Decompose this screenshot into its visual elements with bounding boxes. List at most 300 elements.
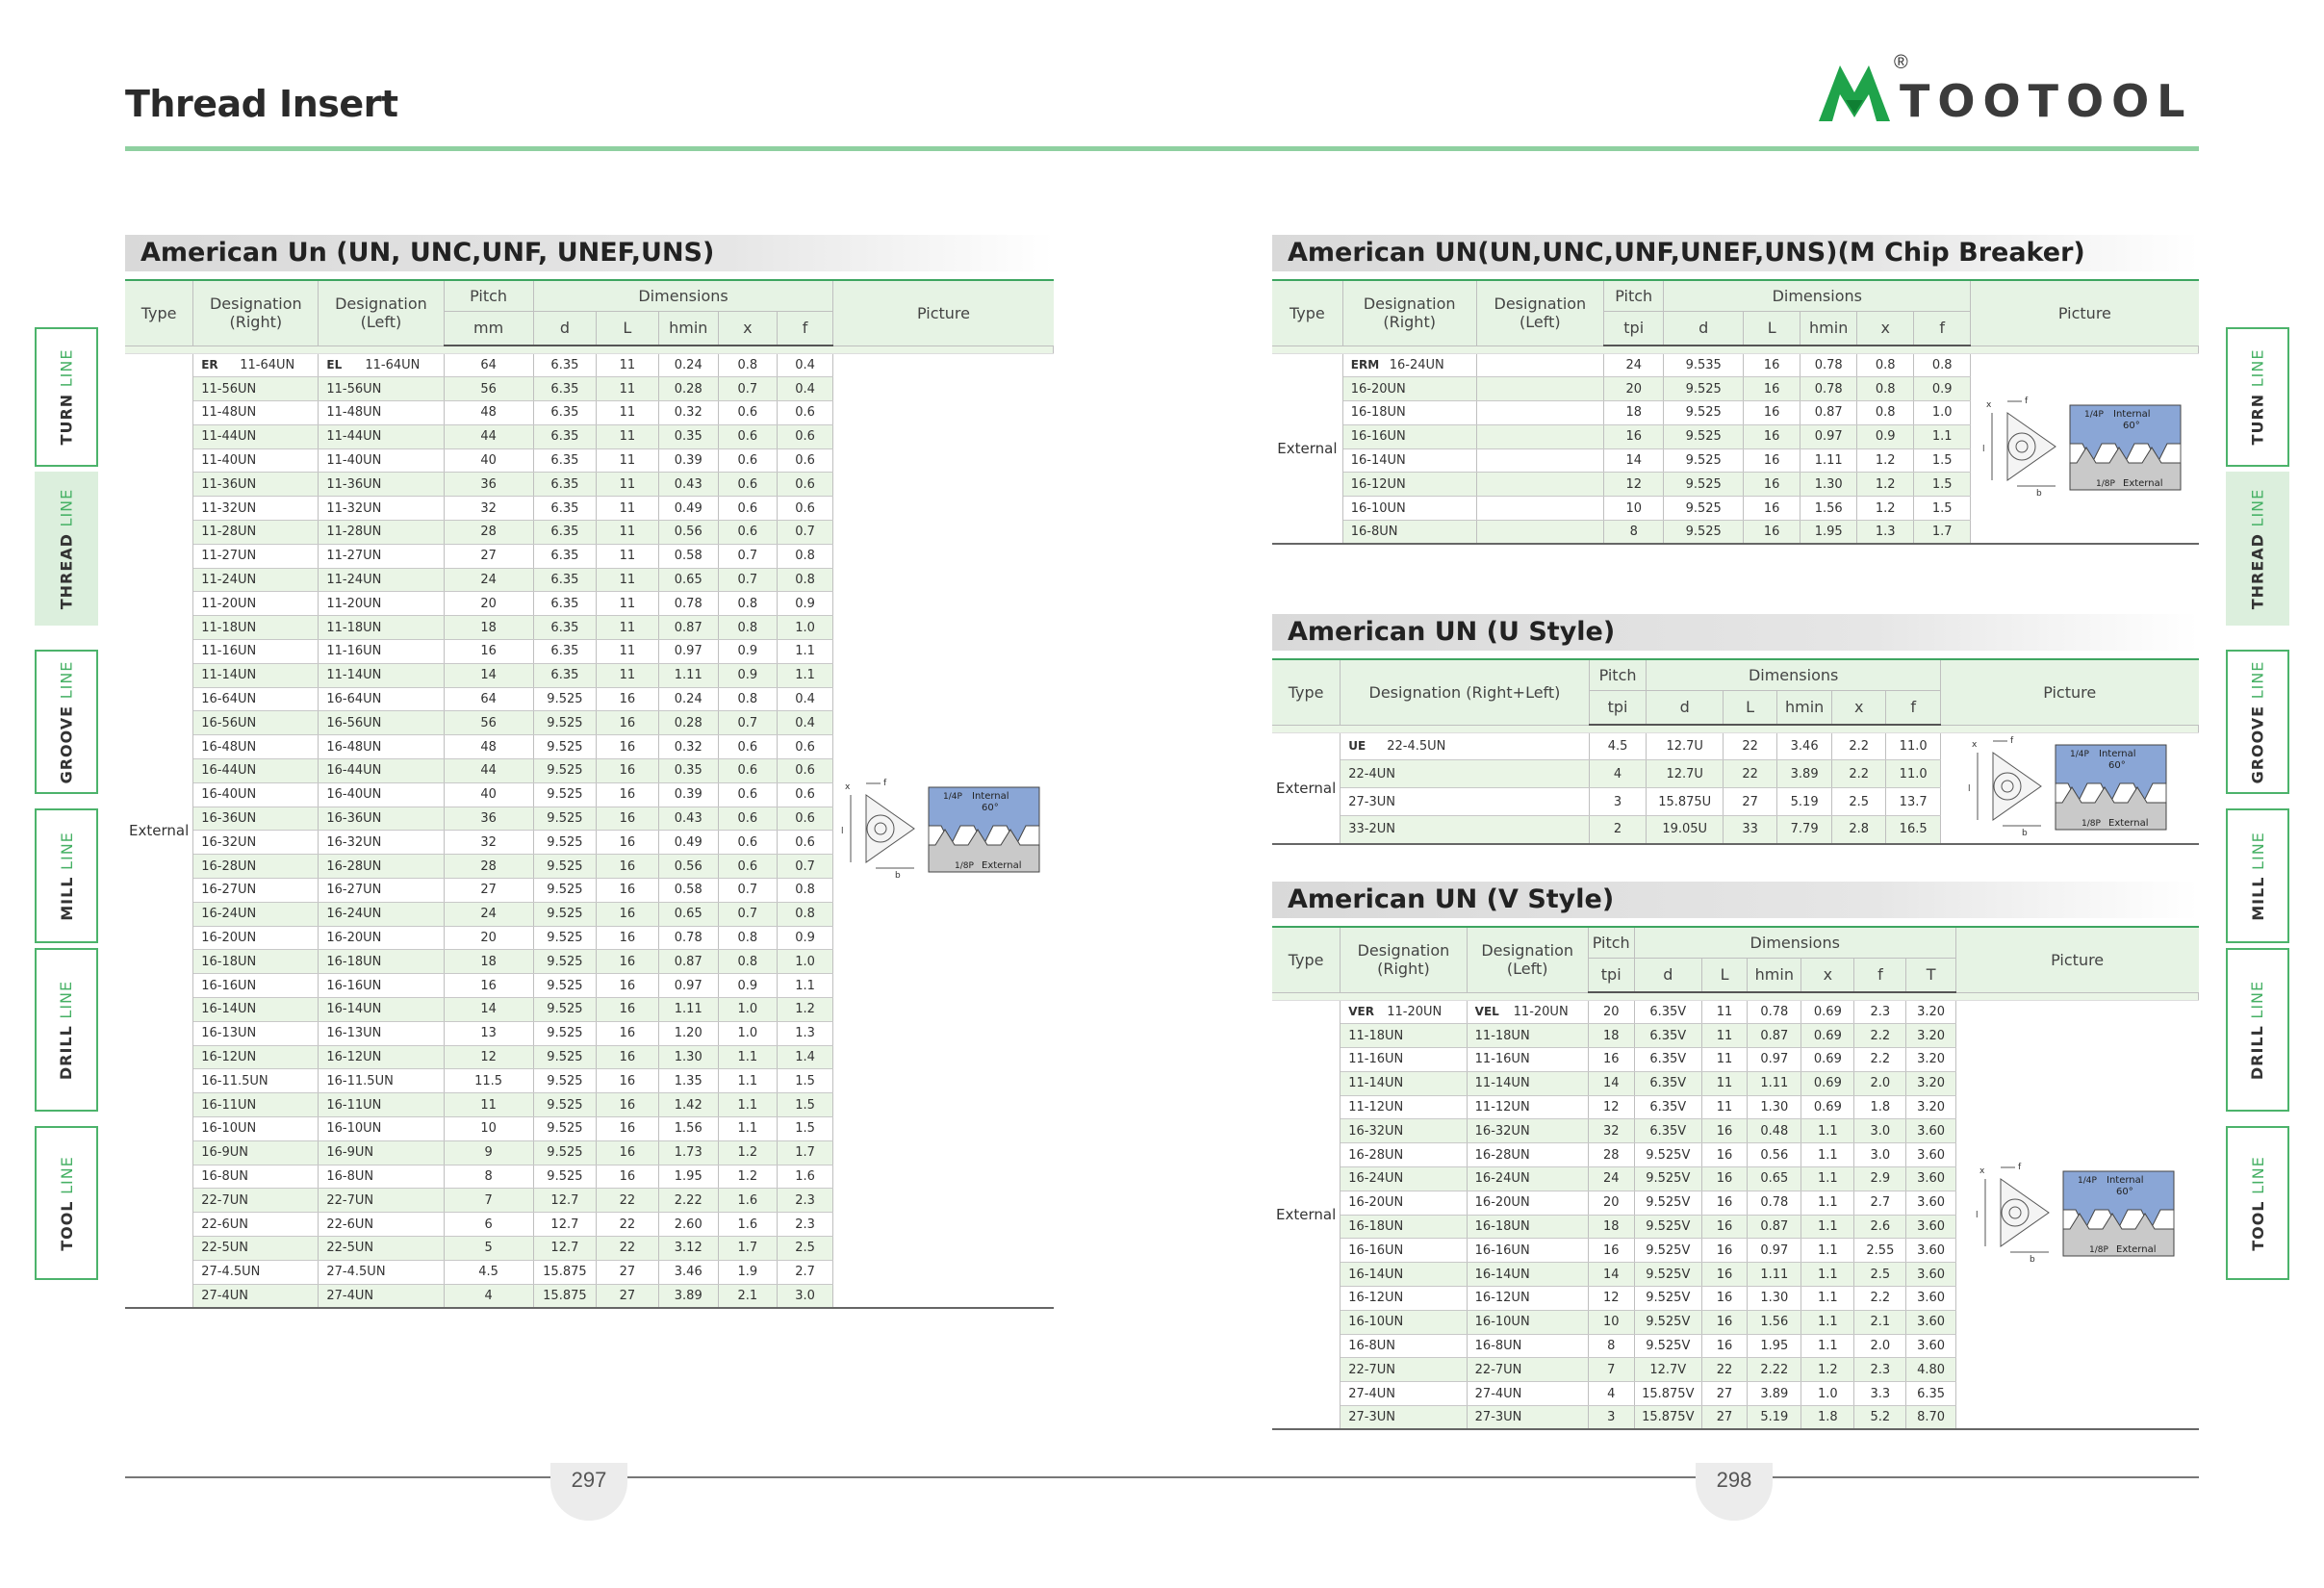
cell	[777, 974, 833, 998]
value: 1.0	[1818, 1386, 1838, 1401]
designation-value: 16-36UN	[326, 811, 382, 827]
cell	[444, 1236, 533, 1260]
cell	[1857, 521, 1914, 545]
value: 6.35	[550, 476, 579, 492]
cell	[1701, 1119, 1747, 1143]
value: 0.6	[795, 476, 815, 492]
value: 2.7	[1870, 1195, 1891, 1211]
cell	[1832, 788, 1886, 816]
label-external: External	[2107, 817, 2149, 829]
cell	[193, 640, 319, 664]
table-body	[1272, 725, 2199, 844]
cell	[1801, 1000, 1854, 1024]
value: 12	[1602, 1291, 1620, 1306]
spacer-row	[125, 346, 1054, 353]
cell	[597, 544, 658, 568]
col-x: x	[1857, 311, 1914, 346]
cell	[1748, 1310, 1801, 1334]
designation-value: 16-24UN	[326, 907, 382, 922]
cell	[1854, 1263, 1906, 1287]
designation-value: 16-16UN	[201, 978, 257, 993]
table-row	[1272, 1000, 2199, 1024]
label-b: b	[2029, 1254, 2035, 1265]
tab-mill-left[interactable]	[35, 808, 98, 943]
cell	[658, 831, 718, 855]
cell	[777, 424, 833, 448]
cell	[1801, 1239, 1854, 1263]
cell	[1634, 1071, 1701, 1095]
value: 22	[619, 1192, 636, 1208]
value: 0.56	[674, 525, 702, 540]
cell	[1724, 816, 1777, 844]
col-designation-right: Designation (Right)	[1341, 927, 1467, 992]
picture-cell	[1955, 1000, 2198, 1429]
cell	[1857, 353, 1914, 377]
col-type: Type	[1272, 659, 1341, 725]
cell	[444, 424, 533, 448]
tab-label: TOOL	[2248, 1199, 2267, 1251]
cell	[1701, 1215, 1747, 1239]
cell	[319, 1236, 444, 1260]
value: 1.20	[674, 1026, 702, 1041]
value: 0.7	[737, 907, 758, 922]
cell	[1744, 448, 1800, 473]
side-tabs-left	[35, 327, 102, 1290]
value: 6.35	[550, 573, 579, 588]
value: 6.35	[550, 668, 579, 683]
value: 32	[1602, 1123, 1620, 1139]
designation-value: 11-14UN	[1474, 1076, 1530, 1091]
cell	[193, 1213, 319, 1237]
cell	[718, 711, 777, 735]
tab-sublabel: LINE	[2248, 1155, 2267, 1194]
value: 3.0	[1870, 1123, 1891, 1139]
value: 15.875	[543, 1288, 587, 1303]
cell	[718, 1045, 777, 1069]
value: 0.65	[674, 907, 702, 922]
cell	[193, 1021, 319, 1045]
value: 1.1	[1818, 1195, 1838, 1211]
col-pitch-unit: tpi	[1588, 958, 1634, 992]
label-x: x	[1986, 399, 1992, 410]
cell	[1664, 377, 1744, 401]
value: 9.525	[1685, 429, 1722, 445]
cell	[444, 521, 533, 545]
value: 3.60	[1917, 1171, 1946, 1187]
value: 20	[480, 931, 497, 946]
value: 1.2	[1818, 1362, 1838, 1377]
cell	[1701, 1310, 1747, 1334]
value: 1.1	[1931, 429, 1953, 445]
cell	[1801, 1287, 1854, 1311]
value: 16	[1716, 1267, 1733, 1282]
designation-value: 16-11.5UN	[201, 1073, 268, 1089]
cell	[1748, 1191, 1801, 1215]
cell	[533, 521, 597, 545]
value: 11	[1716, 1004, 1733, 1019]
cell	[1664, 521, 1744, 545]
value: 1.1	[795, 978, 815, 993]
designation-value: 16-16UN	[1348, 1242, 1404, 1258]
cell	[658, 1140, 718, 1165]
value: 11.0	[1899, 738, 1928, 754]
label-angle: 60°	[2115, 1186, 2133, 1197]
cell	[718, 544, 777, 568]
value: 0.65	[1760, 1171, 1789, 1187]
col-L: L	[597, 311, 658, 346]
value: 0.28	[674, 715, 702, 730]
cell	[1801, 1334, 1854, 1358]
designation-value: 16-14UN	[1350, 453, 1406, 469]
value: 11	[619, 525, 636, 540]
cell	[319, 1093, 444, 1117]
designation-prefix: VEL	[1474, 1004, 1499, 1018]
value: 9.525	[547, 1121, 583, 1137]
cell	[193, 735, 319, 759]
value: 12	[1625, 476, 1642, 492]
value: 9.525	[1685, 476, 1722, 492]
cell	[777, 544, 833, 568]
designation-value: 11-24UN	[201, 573, 257, 588]
cell	[718, 782, 777, 807]
designation-value: 16-14UN	[1474, 1267, 1530, 1282]
designation-value: 11-16UN	[326, 644, 382, 659]
cell	[533, 1069, 597, 1093]
cell	[319, 640, 444, 664]
value: 14	[480, 1002, 497, 1017]
designation-value: 16-14UN	[326, 1002, 382, 1017]
value: 1.3	[795, 1026, 815, 1041]
cell	[777, 855, 833, 879]
cell	[1634, 1287, 1701, 1311]
designation-value: 11-14UN	[326, 668, 382, 683]
cell	[718, 926, 777, 950]
tab-label: THREAD	[2248, 532, 2267, 609]
value: 15.875V	[1642, 1410, 1695, 1425]
value: 0.6	[795, 787, 815, 803]
cell	[1588, 1143, 1634, 1167]
value: 22	[619, 1217, 636, 1232]
cell	[319, 568, 444, 592]
value: 0.43	[674, 811, 702, 827]
cell	[1854, 1000, 1906, 1024]
value: 16	[619, 1002, 636, 1017]
designation-value: 16-32UN	[1348, 1123, 1404, 1139]
value: 9.525	[547, 834, 583, 850]
cell	[444, 855, 533, 879]
cell	[1854, 1095, 1906, 1119]
cell	[1467, 1358, 1588, 1382]
cell	[658, 401, 718, 425]
col-dimensions: Dimensions	[1647, 659, 1941, 690]
cell	[1800, 497, 1857, 521]
cell	[1467, 1215, 1588, 1239]
value: 0.8	[737, 954, 758, 969]
tab-mill-right[interactable]	[2226, 808, 2289, 943]
cell	[444, 1284, 533, 1308]
designation-value: 11-14UN	[201, 668, 257, 683]
cell	[1476, 473, 1604, 497]
value: 10	[480, 1121, 497, 1137]
tab-drill-right[interactable]	[2226, 948, 2289, 1112]
label-quarter-p: 1/4P	[2077, 1175, 2097, 1186]
value: 27	[1742, 794, 1758, 809]
cell	[1748, 1095, 1801, 1119]
cell	[319, 521, 444, 545]
cell	[1777, 760, 1832, 788]
value: 6.35	[1917, 1386, 1946, 1401]
value: 0.48	[1760, 1123, 1789, 1139]
value: 0.6	[737, 811, 758, 827]
value: 0.6	[737, 476, 758, 492]
cell	[533, 950, 597, 974]
cell	[1604, 424, 1664, 448]
cell	[1701, 1239, 1747, 1263]
value: 18	[1602, 1028, 1620, 1043]
value: 16	[1763, 429, 1780, 445]
label-eighth-p: 1/8P	[2081, 818, 2101, 829]
cell	[319, 950, 444, 974]
cell	[193, 353, 319, 377]
value: 0.24	[674, 692, 702, 707]
cell	[597, 1045, 658, 1069]
value: 0.49	[674, 500, 702, 516]
cell	[658, 1045, 718, 1069]
value: 6.35	[550, 596, 579, 611]
tab-sublabel: LINE	[2248, 831, 2267, 870]
value: 1.56	[1760, 1315, 1789, 1330]
value: 0.8	[737, 931, 758, 946]
cell	[1664, 401, 1744, 425]
designation-value: 16-8UN	[1348, 1339, 1395, 1354]
cell	[1854, 1191, 1906, 1215]
cell	[777, 879, 833, 903]
cell	[1588, 1024, 1634, 1048]
tab-drill-left[interactable]	[35, 948, 98, 1112]
value: 28	[480, 858, 497, 874]
value: 3.0	[1870, 1147, 1891, 1163]
value: 2.22	[1760, 1362, 1789, 1377]
value: 3.60	[1917, 1242, 1946, 1258]
value: 16	[1716, 1123, 1733, 1139]
value: 0.9	[1875, 429, 1896, 445]
cell	[718, 663, 777, 687]
cell	[597, 377, 658, 401]
tab-groove-left[interactable]	[35, 650, 98, 794]
designation-value: 16-18UN	[1474, 1219, 1530, 1235]
designation-value: 11-48UN	[201, 405, 257, 421]
value: 1.1	[737, 1121, 758, 1137]
cell	[1748, 1215, 1801, 1239]
value: 22	[1716, 1362, 1733, 1377]
cell	[444, 1140, 533, 1165]
value: 27	[619, 1265, 636, 1280]
value: 9.525	[547, 787, 583, 803]
col-designation-left: Designation (Left)	[1476, 280, 1604, 346]
value: 9.525	[547, 1168, 583, 1184]
value: 1.5	[795, 1121, 815, 1137]
designation-value: 11-44UN	[201, 429, 257, 445]
cell	[1589, 788, 1647, 816]
label-angle: 60°	[2107, 759, 2126, 771]
value: 2.2	[1870, 1028, 1891, 1043]
tab-sublabel: LINE	[57, 660, 76, 699]
cell	[658, 353, 718, 377]
value: 0.97	[674, 978, 702, 993]
designation-value: 11-32UN	[326, 500, 382, 516]
value: 16	[619, 692, 636, 707]
value: 0.35	[674, 429, 702, 445]
value: 0.69	[1813, 1100, 1842, 1115]
value: 9.525	[1685, 381, 1722, 397]
tab-tool-right[interactable]	[2226, 1126, 2289, 1280]
tab-turn-left[interactable]	[35, 327, 98, 467]
value: 16	[619, 739, 636, 755]
cell	[1854, 1048, 1906, 1072]
tab-turn-right[interactable]	[2226, 327, 2289, 467]
cell	[193, 448, 319, 473]
value: 0.6	[795, 739, 815, 755]
designation-value: 16-24UN	[1474, 1171, 1530, 1187]
cell	[1857, 401, 1914, 425]
value: 16	[619, 1073, 636, 1089]
label-f: f	[2025, 396, 2029, 406]
value: 11	[1716, 1028, 1733, 1043]
value: 2.2	[1849, 766, 1870, 781]
table-row	[1272, 732, 2199, 760]
designation-value: 11-28UN	[201, 525, 257, 540]
designation-value: 11-36UN	[201, 476, 257, 492]
cell	[1341, 1000, 1467, 1024]
cell	[718, 1260, 777, 1284]
value: 0.4	[795, 692, 815, 707]
designation-value: 11-40UN	[326, 453, 382, 469]
cell	[1832, 760, 1886, 788]
designation-value: 16-8UN	[201, 1168, 248, 1184]
cell	[1748, 1071, 1801, 1095]
value: 0.7	[795, 525, 815, 540]
value: 0.35	[674, 763, 702, 779]
cell	[444, 711, 533, 735]
cell	[533, 687, 597, 711]
cell	[777, 1189, 833, 1213]
value: 0.6	[795, 453, 815, 469]
cell	[444, 831, 533, 855]
cell	[1801, 1119, 1854, 1143]
cell	[319, 497, 444, 521]
cell	[1914, 448, 1971, 473]
cell	[444, 950, 533, 974]
label-x: x	[1971, 739, 1978, 750]
cell	[1467, 1048, 1588, 1072]
cell	[597, 640, 658, 664]
value: 4	[1607, 1386, 1616, 1401]
label-x: x	[845, 781, 851, 792]
value: 1.9	[737, 1265, 758, 1280]
cell	[718, 879, 777, 903]
cell	[597, 711, 658, 735]
cell	[1857, 377, 1914, 401]
value: 1.1	[795, 644, 815, 659]
cell	[777, 1284, 833, 1308]
cell	[1588, 1048, 1634, 1072]
value: 0.49	[674, 834, 702, 850]
designation-value: 11-24UN	[326, 573, 382, 588]
label-l: l	[1967, 783, 1971, 794]
cell	[1341, 816, 1589, 844]
cell	[444, 879, 533, 903]
value: 3.20	[1917, 1028, 1946, 1043]
cell	[1588, 1000, 1634, 1024]
cell	[1341, 1263, 1467, 1287]
designation-value: 27-4UN	[1348, 1386, 1395, 1401]
value: 0.56	[674, 858, 702, 874]
cell	[1801, 1263, 1854, 1287]
value: 16	[619, 715, 636, 730]
label-external: External	[982, 859, 1022, 871]
cell	[658, 902, 718, 926]
designation-value: 11-20UN	[1387, 1004, 1443, 1019]
value: 0.6	[737, 453, 758, 469]
value: 24	[480, 907, 497, 922]
value: 9.525	[547, 739, 583, 755]
designation-value: 16-20UN	[1348, 1195, 1404, 1211]
cell	[1664, 497, 1744, 521]
cell	[533, 424, 597, 448]
value: 20	[1602, 1004, 1620, 1019]
value: 7	[484, 1192, 493, 1208]
cell	[1588, 1071, 1634, 1095]
spacer-row	[1272, 992, 2199, 1000]
value: 1.2	[1875, 476, 1896, 492]
value: 1.2	[737, 1145, 758, 1161]
designation-value: 22-4.5UN	[1387, 738, 1446, 754]
tab-tool-left[interactable]	[35, 1126, 98, 1280]
value: 1.2	[1875, 500, 1896, 516]
value: 3.60	[1917, 1195, 1946, 1211]
cell	[1906, 1215, 1955, 1239]
cell	[533, 640, 597, 664]
value: 12.7U	[1666, 766, 1703, 781]
cell	[444, 902, 533, 926]
tab-groove-right[interactable]	[2226, 650, 2289, 794]
value: 4	[1613, 766, 1622, 781]
value: 1.73	[674, 1145, 702, 1161]
cell	[1341, 1287, 1467, 1311]
tab-thread-left[interactable]	[35, 472, 98, 626]
page-number-right: 298	[1696, 1463, 1773, 1521]
cell	[718, 1189, 777, 1213]
cell	[319, 1069, 444, 1093]
cell	[718, 735, 777, 759]
cell	[1467, 1191, 1588, 1215]
designation-value: 16-18UN	[326, 954, 382, 969]
cell	[193, 544, 319, 568]
value: 0.9	[795, 931, 815, 946]
col-d: d	[1647, 690, 1724, 725]
value: 0.28	[674, 381, 702, 397]
col-designation-left: Designation (Left)	[1467, 927, 1588, 992]
tab-thread-right[interactable]	[2226, 472, 2289, 626]
cell	[777, 568, 833, 592]
value: 8	[484, 1168, 493, 1184]
designation-value: 16-14UN	[1348, 1267, 1404, 1282]
cell	[718, 473, 777, 497]
cell	[1701, 1358, 1747, 1382]
cell	[193, 401, 319, 425]
value: 16	[619, 1050, 636, 1064]
value: 9.525	[547, 978, 583, 993]
